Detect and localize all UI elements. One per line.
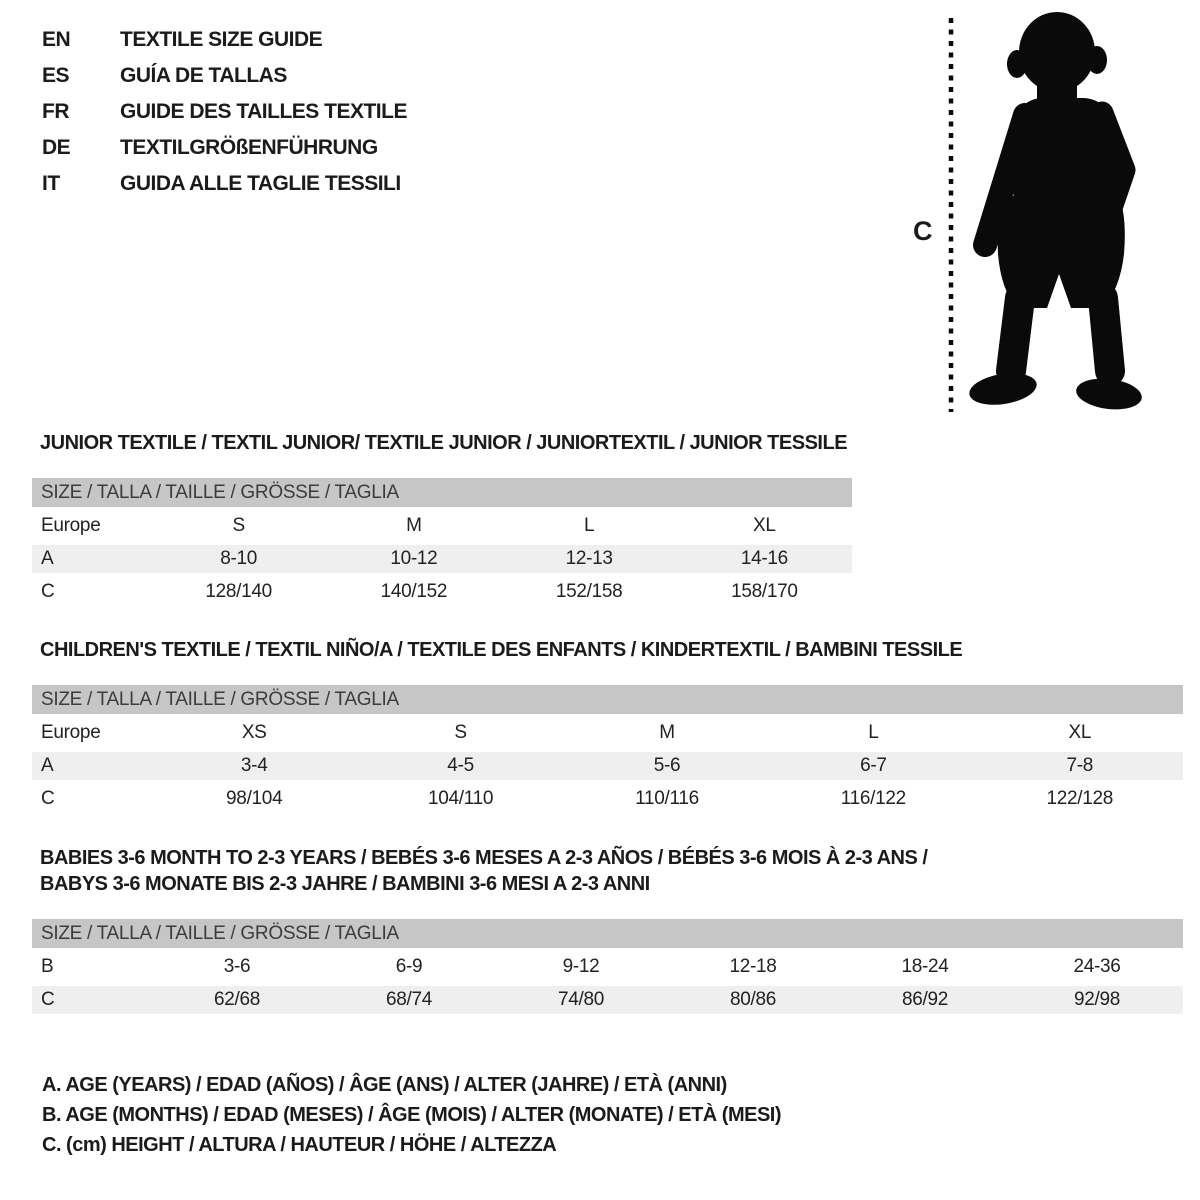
table-cell: 4-5 (357, 752, 563, 780)
table-cell: 5-6 (564, 752, 770, 780)
language-code: DE (42, 136, 71, 159)
table-cell: 10-12 (326, 545, 501, 573)
height-measure-label: C (913, 216, 932, 246)
table-cell: 128/140 (205, 581, 272, 602)
table-cell: 110/116 (635, 788, 699, 809)
size-section-junior (32, 430, 852, 611)
row-label: B (41, 956, 54, 977)
table-cell: 86/92 (839, 986, 1011, 1014)
size-table (32, 948, 1183, 1019)
language-row (42, 166, 407, 202)
table-row (32, 785, 1183, 813)
table-cell: L (583, 515, 595, 536)
table-cell: 68/74 (323, 986, 495, 1014)
table-row (32, 953, 1183, 981)
row-label: A (32, 545, 151, 573)
row-label: Europe (41, 722, 101, 743)
table-cell: 140/152 (380, 581, 448, 602)
table-cell: 122/128 (1046, 788, 1114, 809)
language-row (42, 58, 407, 94)
language-title: TEXTILE SIZE GUIDE (120, 28, 323, 51)
table-cell: 6-9 (395, 956, 423, 977)
size-table (32, 714, 1183, 818)
section-title-line: BABYS 3-6 MONATE BIS 2-3 JAHRE / BAMBINI 3-6 MESI A 2-3 ANNI (40, 873, 650, 895)
language-code: IT (42, 172, 60, 195)
table-cell: 18-24 (901, 956, 949, 977)
language-code: EN (42, 28, 71, 51)
table-cell: 9-12 (562, 956, 600, 977)
language-title: GUÍA DE TALLAS (120, 64, 287, 87)
table-cell: 74/80 (495, 986, 667, 1014)
table-cell: S (232, 515, 245, 536)
section-title-line: BABIES 3-6 MONTH TO 2-3 YEARS / BEBÉS 3-6 MESES A 2-3 AÑOS / BÉBÉS 3-6 MOIS À 2-3 ANS / (40, 847, 928, 869)
language-title: GUIDE DES TAILLES TEXTILE (120, 100, 407, 123)
toddler-silhouette-icon (905, 8, 1155, 426)
language-title-list (42, 22, 407, 202)
table-row (32, 545, 852, 573)
table-row (32, 578, 852, 606)
row-label: A (32, 752, 151, 780)
legend-line: B. AGE (MONTHS) / EDAD (MESES) / ÂGE (MOIS) / ALTER (MONATE) / ETÀ (MESI) (42, 1104, 782, 1126)
table-cell: 8-10 (151, 545, 326, 573)
table-cell: M (659, 722, 675, 743)
table-cell: 158/170 (731, 581, 798, 602)
table-cell: 80/86 (667, 986, 839, 1014)
row-label: C (41, 788, 55, 809)
size-table (32, 507, 852, 611)
language-row (42, 22, 407, 58)
section-title (32, 845, 1183, 897)
table-cell: 6-7 (770, 752, 976, 780)
table-cell: L (868, 722, 879, 743)
table-cell: 14-16 (677, 545, 852, 573)
table-cell: 3-6 (223, 956, 251, 977)
measurement-legend (42, 1070, 781, 1160)
table-cell: 152/158 (555, 581, 623, 602)
table-cell: XL (1068, 722, 1092, 743)
table-cell: 98/104 (226, 788, 283, 809)
section-title (32, 637, 1183, 663)
size-header-bar: SIZE / TALLA / TAILLE / GRÖSSE / TAGLIA (32, 685, 1183, 714)
language-title: GUIDA ALLE TAGLIE TESSILI (120, 172, 401, 195)
language-row (42, 130, 407, 166)
row-label: C (41, 581, 55, 602)
language-code: ES (42, 64, 70, 87)
table-row (32, 512, 852, 540)
table-cell: 24-36 (1073, 956, 1121, 977)
table-row (32, 986, 1183, 1014)
table-cell: S (454, 722, 467, 743)
table-cell: M (406, 515, 422, 536)
section-title-line: JUNIOR TEXTILE / TEXTIL JUNIOR/ TEXTILE JUNIOR / JUNIORTEXTIL / JUNIOR TESSILE (40, 432, 848, 454)
table-cell: 12-18 (729, 956, 777, 977)
size-header-bar: SIZE / TALLA / TAILLE / GRÖSSE / TAGLIA (32, 919, 1183, 948)
table-cell: XL (753, 515, 776, 536)
table-cell: 3-4 (151, 752, 357, 780)
table-cell: 62/68 (151, 986, 323, 1014)
table-row (32, 752, 1183, 780)
section-title-line: CHILDREN'S TEXTILE / TEXTIL NIÑO/A / TEXTILE DES ENFANTS / KINDERTEXTIL / BAMBINI TESSILE (40, 639, 963, 661)
legend-line: A. AGE (YEARS) / EDAD (AÑOS) / ÂGE (ANS) / ALTER (JAHRE) / ETÀ (ANNI) (42, 1074, 727, 1096)
height-figure (905, 8, 1155, 426)
row-label: Europe (41, 515, 101, 536)
table-cell: 92/98 (1011, 986, 1183, 1014)
size-header-bar: SIZE / TALLA / TAILLE / GRÖSSE / TAGLIA (32, 478, 852, 507)
language-code: FR (42, 100, 69, 123)
size-section-children (32, 637, 1183, 818)
table-cell: 116/122 (840, 788, 906, 809)
table-cell: 12-13 (502, 545, 677, 573)
size-section-babies (32, 845, 1183, 1019)
row-label: C (32, 986, 151, 1014)
table-cell: 7-8 (977, 752, 1183, 780)
table-row (32, 719, 1183, 747)
language-title: TEXTILGRÖßENFÜHRUNG (120, 136, 378, 159)
table-cell: XS (241, 722, 267, 743)
legend-line: C. (cm) HEIGHT / ALTURA / HAUTEUR / HÖHE / ALTEZZA (42, 1134, 557, 1156)
table-cell: 104/110 (428, 788, 494, 809)
section-title (32, 430, 852, 456)
language-row (42, 94, 407, 130)
